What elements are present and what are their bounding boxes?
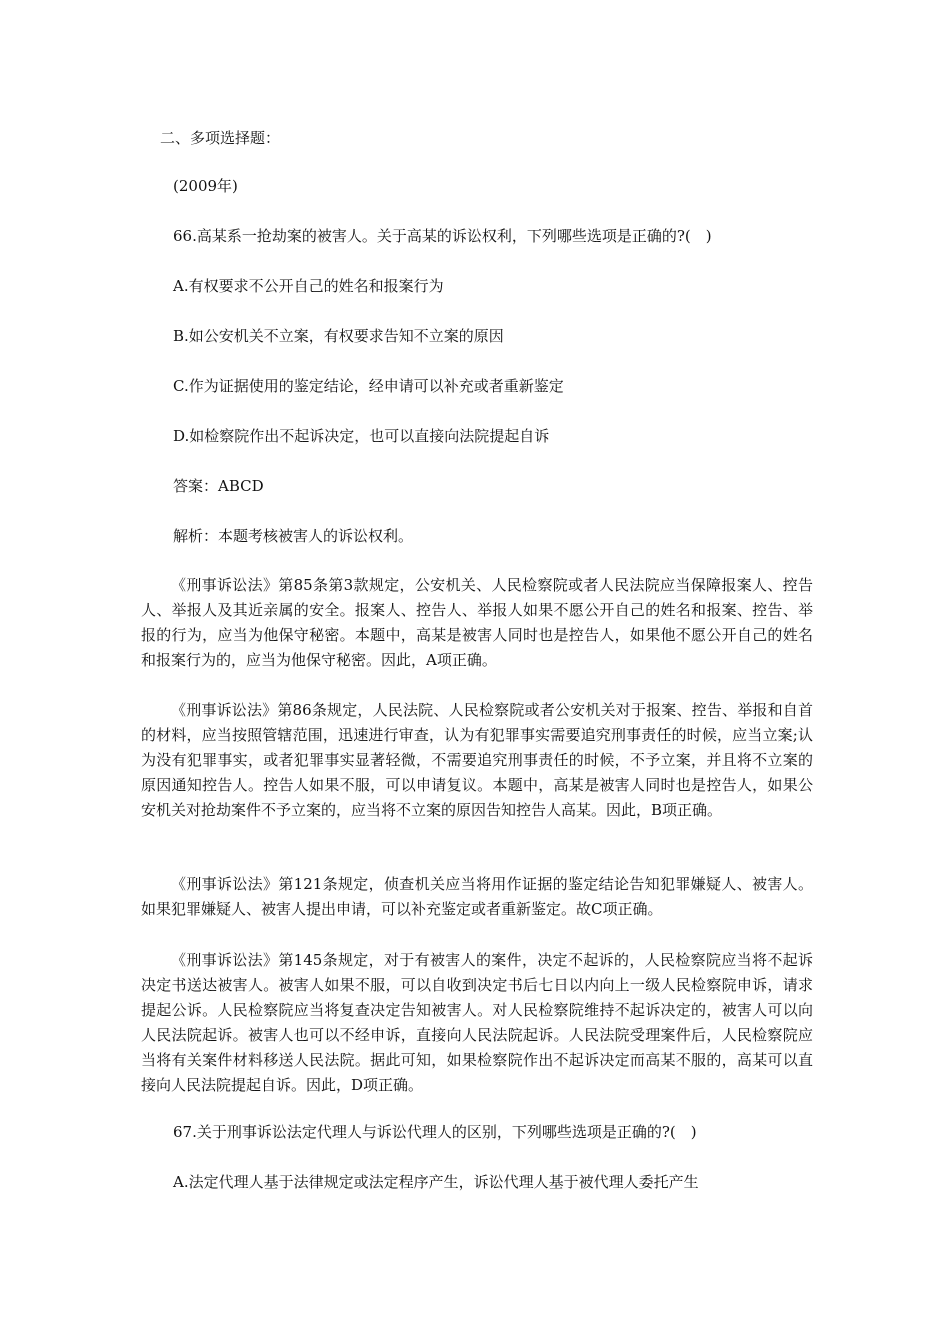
q66-option-c: C.作为证据使用的鉴定结论，经申请可以补充或者重新鉴定	[173, 377, 564, 395]
question-66: 66.高某系一抢劫案的被害人。关于高某的诉讼权利，下列哪些选项是正确的?( )	[173, 227, 712, 245]
question-67: 67.关于刑事诉讼法定代理人与诉讼代理人的区别，下列哪些选项是正确的?( )	[173, 1123, 697, 1141]
q66-analysis: 解析：本题考核被害人的诉讼权利。	[173, 527, 414, 545]
q66-explanation-b: 《刑事诉讼法》第86条规定，人民法院、人民检察院或者公安机关对于报案、控告、举报和自首的材料，应当按照管辖范围，迅速进行审查，认为有犯罪事实需要追究刑事责任的时候，应当立案;认为没有犯罪事实，或者犯罪事实显著轻微，不需要追究刑事责任的时候，不予立案，并且将不立案的原因通知控告人。控告人如果不服，可以申请复议。本题中，高某是被害人同时也是控告人，如果公安机关对抢劫案件不予立案的，应当将不立案的原因告知控告人高某。因此，B项正确。	[141, 701, 813, 819]
q66-option-d: D.如检察院作出不起诉决定，也可以直接向法院提起自诉	[173, 427, 550, 445]
q66-explanation-c: 《刑事诉讼法》第121条规定，侦查机关应当将用作证据的鉴定结论告知犯罪嫌疑人、被害人。如果犯罪嫌疑人、被害人提出申请，可以补充鉴定或者重新鉴定。故C项正确。	[141, 875, 813, 918]
q66-explanation-a: 《刑事诉讼法》第85条第3款规定，公安机关、人民检察院或者人民法院应当保障报案人、控告人、举报人及其近亲属的安全。报案人、控告人、举报人如果不愿公开自己的姓名和报案、控告、举报的行为，应当为他保守秘密。本题中，高某是被害人同时也是控告人，如果他不愿公开自己的姓名和报案行为的，应当为他保守秘密。因此，A项正确。	[141, 576, 813, 669]
q66-option-a: A.有权要求不公开自己的姓名和报案行为	[173, 277, 444, 295]
year-label: (2009年)	[173, 177, 238, 195]
q66-explanation-d: 《刑事诉讼法》第145条规定，对于有被害人的案件，决定不起诉的，人民检察院应当将不起诉决定书送达被害人。被害人如果不服，可以自收到决定书后七日以内向上一级人民检察院申诉，请求提起公诉。人民检察院应当将复查决定告知被害人。对人民检察院维持不起诉决定的，被害人可以向人民法院起诉。被害人也可以不经申诉，直接向人民法院起诉。人民法院受理案件后，人民检察院应当将有关案件材料移送人民法院。据此可知，如果检察院作出不起诉决定而高某不服的，高某可以直接向人民法院提起自诉。因此，D项正确。	[141, 951, 813, 1094]
q66-option-b: B.如公安机关不立案，有权要求告知不立案的原因	[173, 327, 504, 345]
q66-answer: 答案：ABCD	[173, 477, 264, 495]
section-heading: 二、多项选择题：	[160, 129, 281, 147]
q67-option-a: A.法定代理人基于法律规定或法定程序产生，诉讼代理人基于被代理人委托产生	[173, 1173, 699, 1191]
